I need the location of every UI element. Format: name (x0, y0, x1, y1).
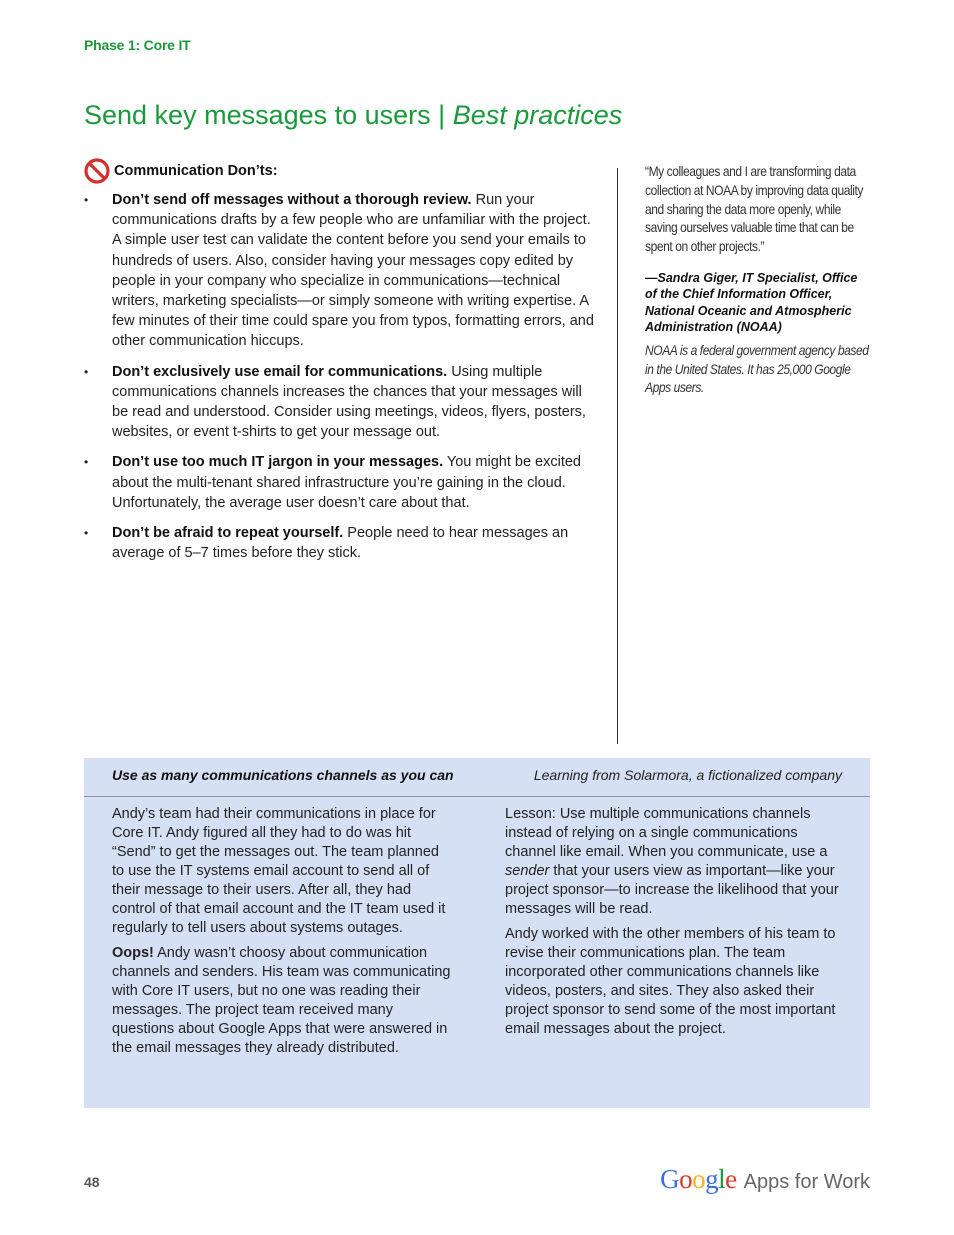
case-paragraph (112, 944, 452, 1058)
list-item (84, 362, 594, 443)
bullet-dot: • (84, 364, 89, 379)
case-paragraph (505, 805, 850, 919)
bullet-dot: • (84, 193, 89, 207)
page-title (84, 100, 622, 131)
donts-header (84, 158, 594, 184)
case-study-box (84, 758, 870, 1108)
case-study-heading: Use as many communications channels as you can (112, 767, 454, 783)
case-study-left-column (112, 805, 452, 1064)
list-item-lead: Don’t exclusively use email for communications. (112, 363, 448, 380)
donts-label: Communication Don’ts: (114, 163, 278, 179)
lesson-text-a: Lesson: Use multiple communications channels instead of relying on a single communications channel like email. When you communicate, use a (505, 806, 828, 860)
brand-suffix: Apps for Work (743, 1171, 870, 1193)
case-paragraph: Andy worked with the other members of his team to revise their communications plan. The team incorporated other communications channels like videos, posters, and sites. They also asked their project sponsor to send some of the most important email messages about the project. (505, 926, 836, 1037)
case-study-right-column (505, 805, 850, 1045)
list-item-lead: Don’t send off messages without a thorough review. (112, 192, 472, 208)
google-logo: Google (660, 1164, 737, 1194)
title-emphasis: Best practices (452, 100, 623, 130)
footer-brand (660, 1164, 870, 1195)
case-study-header (84, 758, 870, 797)
bullet-dot: • (84, 526, 89, 541)
page-number: 48 (84, 1174, 100, 1190)
column-divider (617, 168, 618, 744)
bullet-dot: • (84, 455, 89, 470)
title-main: Send key messages to users | (84, 100, 453, 130)
section-label: Phase 1: Core IT (84, 37, 191, 53)
list-item (84, 523, 594, 563)
list-item (84, 190, 594, 352)
quote-attribution: —Sandra Giger, IT Specialist, Office of the Chief Information Officer, National Oceanic and Atmospheric Administration (NOAA) (645, 270, 858, 334)
no-symbol-icon (84, 158, 110, 184)
list-item-lead: Don’t use too much IT jargon in your messages. (112, 454, 444, 471)
list-item-text: You might be excited about the multi-tenant shared infrastructure you’re gaining in the cloud. Unfortunately, the average user doesn’t care about that. (112, 454, 581, 511)
list-item-text: Using multiple communications channels increases the chances that your messages will be read and understood. Consider using meetings, videos, flyers, posters, websites, or event t-shirts to get your message out. (112, 363, 586, 441)
sidebar-quote (645, 162, 870, 397)
quote-text: “My colleagues and I are transforming data collection at NOAA by improving data quality and sharing the data more openly, while saving ourselves valuable time that can be spent on other projects.” (645, 163, 863, 255)
agency-note: NOAA is a federal government agency based in the United States. It has 25,000 Google Apps users. (645, 342, 869, 396)
donts-list (84, 190, 594, 573)
list-item-lead: Don’t be afraid to repeat yourself. (112, 525, 344, 542)
case-paragraph-text: Andy wasn’t choosy about communication channels and senders. His team was communicating with Core IT users, but no one was reading their messages. The project team received many questions about Google Apps that were answered in the email messages they already distributed. (112, 945, 451, 1056)
list-item-text: Run your communications drafts by a few people who are unfamiliar with the project. A simple user test can validate the content before you send your emails to hundreds of users. Also, consider having your messages copy edited by people in your company who specialize in communications—technical writers, marketing specialists—or simply someone with writing expertise. A few minutes of their time could spare you from typos, formatting errors, and other communication hiccups. (112, 192, 594, 350)
oops-label: Oops! (112, 945, 154, 961)
list-item-text: People need to hear messages an average of 5–7 times before they stick. (112, 525, 569, 562)
case-study-subheading: Learning from Solarmora, a fictionalized company (533, 767, 842, 783)
case-paragraph: Andy’s team had their communications in place for Core IT. Andy figured all they had to do was hit “Send” to get the messages out. The team planned to use the IT systems email account to send all of their message to their users. After all, they had control of that email account and the IT team used it regularly to tell users about systems outages. (112, 806, 446, 936)
lesson-emphasis: sender (505, 863, 550, 879)
lesson-text-b: that your users view as important—like your project sponsor—to increase the likelihood that your messages will be read. (505, 863, 839, 917)
list-item (84, 452, 594, 513)
